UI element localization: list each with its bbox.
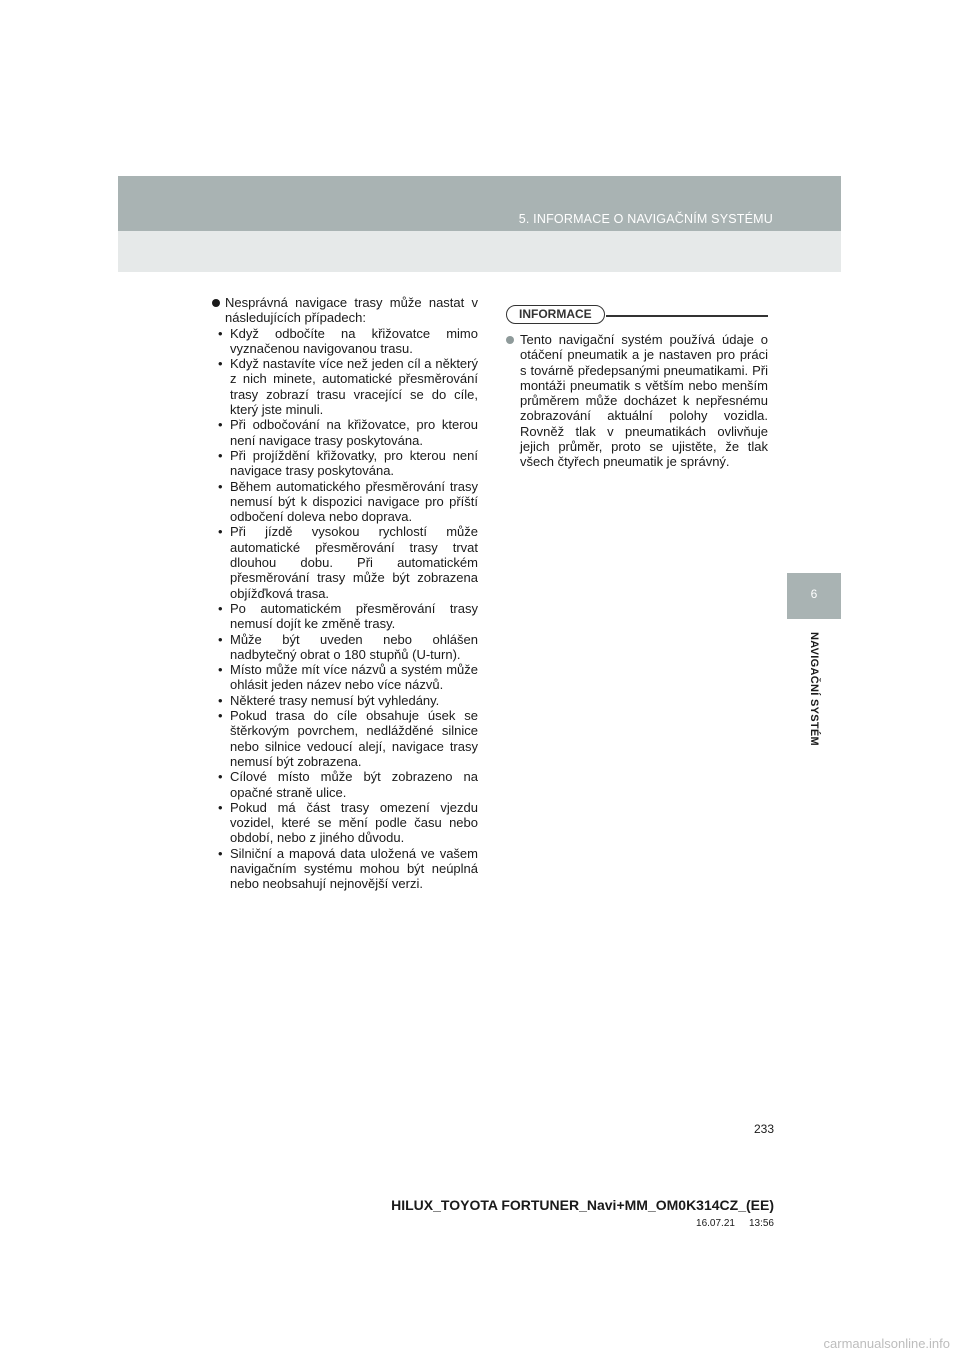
footer-doc-title: HILUX_TOYOTA FORTUNER_Navi+MM_OM0K314CZ_(EE) [391,1197,774,1213]
list-item: • Při projíždění křižovatky, pro kterou není navigace trasy poskytována. [212,448,478,479]
list-item: • Pokud má část trasy omezení vjezdu vozidel, které se mění podle času nebo období, nebo z jiného důvodu. [212,800,478,846]
list-item: • Některé trasy nemusí být vyhledány. [212,693,478,708]
list-item: • Cílové místo může být zobrazeno na opačné straně ulice. [212,769,478,800]
list-item: • Místo může mít více názvů a systém může ohlásit jeden název nebo více názvů. [212,662,478,693]
list-item: • Během automatického přesměrování trasy nemusí být k dispozici navigace pro příští odbočení doleva nebo doprava. [212,479,478,525]
list-item: • Při odbočování na křižovatce, pro kterou není navigace trasy poskytována. [212,417,478,448]
info-body [506,332,768,470]
list-item: • Po automatickém přesměrování trasy nemusí dojít ke změně trasy. [212,601,478,632]
header-inner-band [118,231,841,272]
list-item: • Když nastavíte více než jeden cíl a některý z nich minete, automatické přesměrování trasy zobrazí trasu vracející se do cíle, který jste minuli. [212,356,478,417]
header-bar [118,176,841,272]
footer-time: 13:56 [748,1218,774,1229]
info-box [506,305,768,470]
chapter-number: 6 [810,587,818,601]
info-divider [606,315,768,317]
info-text: Tento navigační systém používá údaje o otáčení pneumatik a je nastaven pro práci s továrně předepsanými pneumatikami. Při montáži pneumatik s větším nebo menším průměrem může docházet k nepřesnému zobrazování aktuální polohy vozidla. Rovněž tlak v pneumatikách ovlivňuje jejich průměr, proto se ujistěte, že tlak všech čtyřech pneumatik je správný. [520,332,768,470]
bullet-dot-icon [212,299,220,307]
list-item: • Pokud trasa do cíle obsahuje úsek se štěrkovým povrchem, nedlážděné silnice nebo silnice vedoucí alejí, navigace trasy nemusí být zobrazena. [212,708,478,769]
info-label: INFORMACE [506,305,605,324]
footer-timestamp [696,1218,774,1229]
list-item: • Silniční a mapová data uložená ve vašem navigačním systému mohou být neúplná nebo neobsahují nejnovější verzi. [212,846,478,892]
list-item: • Může být uveden nebo ohlášen nadbytečný obrat o 180 stupňů (U-turn). [212,632,478,663]
footer-date: 16.07.21 [696,1218,735,1229]
intro-text: Nesprávná navigace trasy může nastat v následujících případech: [225,295,478,326]
chapter-label-text: NAVIGAČNÍ SYSTÉM [808,632,820,746]
info-bullet-icon [506,336,514,344]
main-column [212,295,478,892]
main-bullet [212,295,478,326]
list-item: • Když odbočíte na křižovatce mimo vyznačenou navigovanou trasu. [212,326,478,357]
list-item: • Při jízdě vysokou rychlostí může automatické přesměrování trasy trvat dlouhou dobu. Při automatickém přesměrování trasy může být zobrazena objížďková trasa. [212,524,478,600]
watermark: carmanualsonline.info [823,1336,950,1351]
case-list [212,326,478,892]
section-title: 5. INFORMACE O NAVIGAČNÍM SYSTÉMU [518,212,773,226]
page-number: 233 [753,1122,774,1136]
chapter-tab [787,573,841,619]
